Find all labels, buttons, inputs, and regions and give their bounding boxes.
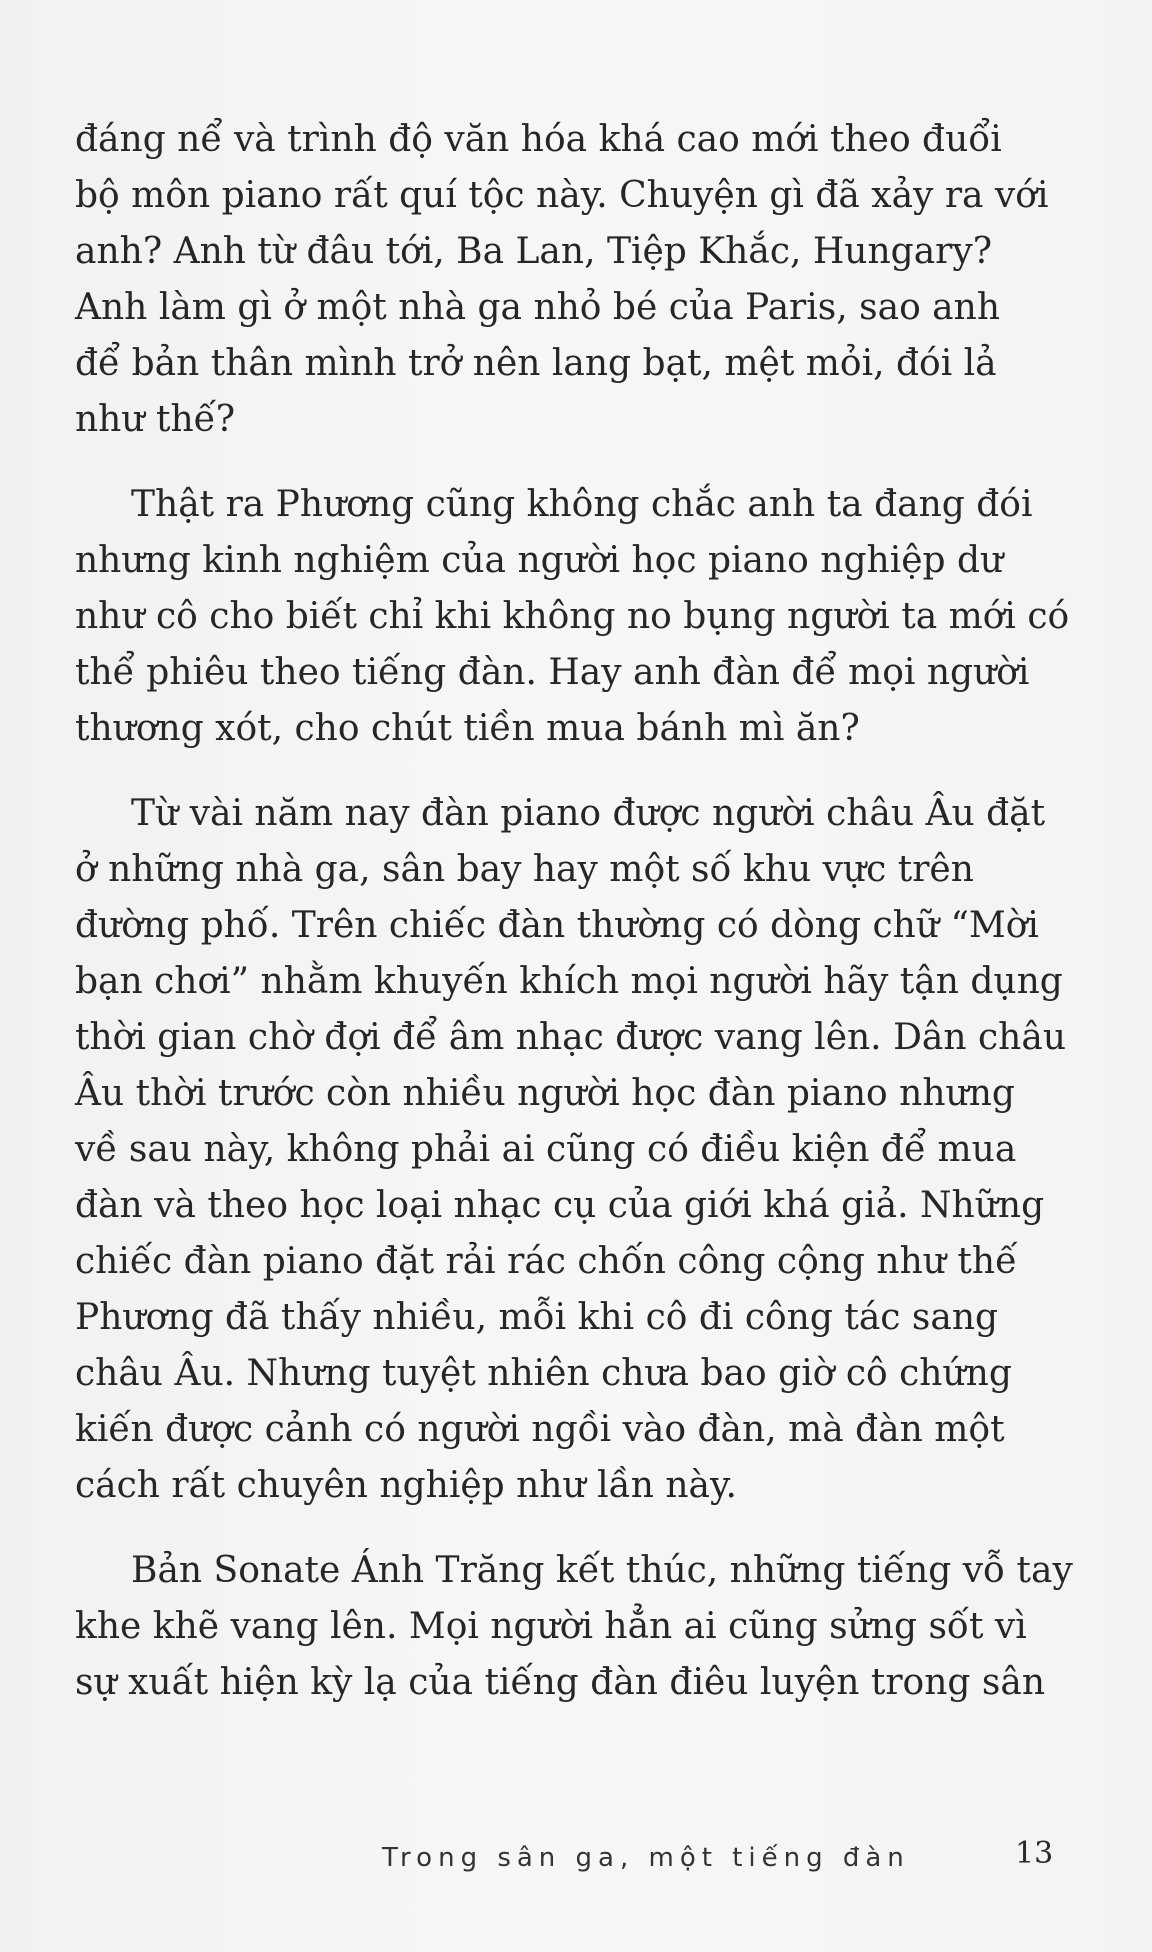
text-line: thể phiêu theo tiếng đàn. Hay anh đàn để mọi người xyxy=(75,652,1030,693)
text-line: khe khẽ vang lên. Mọi người hẳn ai cũng sửng sốt vì xyxy=(75,1606,1027,1647)
text-line: như cô cho biết chỉ khi không no bụng người ta mới có xyxy=(75,596,1070,637)
text-line: Bản Sonate Ánh Trăng kết thúc, những tiếng vỗ tay xyxy=(131,1550,1073,1591)
text-line: đàn và theo học loại nhạc cụ của giới khá giả. Những xyxy=(75,1185,1045,1226)
paragraph xyxy=(75,112,1049,448)
text-line: Anh làm gì ở một nhà ga nhỏ bé của Paris, sao anh xyxy=(75,287,1001,328)
text-line: về sau này, không phải ai cũng có điều kiện để mua xyxy=(75,1129,1017,1170)
page-footer xyxy=(0,1838,1152,1878)
text-line: để bản thân mình trở nên lang bạt, mệt mỏi, đói lả xyxy=(75,343,997,384)
text-line: Âu thời trước còn nhiều người học đàn piano nhưng xyxy=(75,1073,1015,1114)
text-line: Từ vài năm nay đàn piano được người châu Âu đặt xyxy=(131,793,1046,834)
text-line: ở những nhà ga, sân bay hay một số khu vực trên xyxy=(75,849,974,890)
paragraph xyxy=(75,786,1067,1514)
text-line: cách rất chuyên nghiệp như lần này. xyxy=(75,1465,737,1506)
paragraph xyxy=(75,1543,1073,1711)
text-line: kiến được cảnh có người ngồi vào đàn, mà đàn một xyxy=(75,1409,1005,1450)
body-text xyxy=(75,112,1073,1740)
text-line: bộ môn piano rất quí tộc này. Chuyện gì đã xảy ra với xyxy=(75,175,1049,216)
text-line: thương xót, cho chút tiền mua bánh mì ăn? xyxy=(75,708,860,749)
text-line: Thật ra Phương cũng không chắc anh ta đang đói xyxy=(131,484,1033,525)
text-line: nhưng kinh nghiệm của người học piano nghiệp dư xyxy=(75,540,1004,581)
page-number: 13 xyxy=(1015,1836,1054,1871)
running-title: Trong sân ga, một tiếng đàn xyxy=(382,1843,910,1873)
text-line: Phương đã thấy nhiều, mỗi khi cô đi công tác sang xyxy=(75,1297,999,1338)
text-line: như thế? xyxy=(75,399,236,440)
text-line: chiếc đàn piano đặt rải rác chốn công cộng như thế xyxy=(75,1241,1018,1282)
text-line: thời gian chờ đợi để âm nhạc được vang lên. Dân châu xyxy=(75,1017,1067,1058)
text-line: đáng nể và trình độ văn hóa khá cao mới theo đuổi xyxy=(75,119,1002,160)
text-line: anh? Anh từ đâu tới, Ba Lan, Tiệp Khắc, Hungary? xyxy=(75,231,992,272)
paragraph xyxy=(75,477,1070,757)
text-line: châu Âu. Nhưng tuyệt nhiên chưa bao giờ cô chứng xyxy=(75,1353,1012,1394)
text-line: đường phố. Trên chiếc đàn thường có dòng chữ “Mời xyxy=(75,905,1039,946)
text-line: sự xuất hiện kỳ lạ của tiếng đàn điêu luyện trong sân xyxy=(75,1662,1046,1703)
text-line: bạn chơi” nhằm khuyến khích mọi người hãy tận dụng xyxy=(75,961,1063,1002)
